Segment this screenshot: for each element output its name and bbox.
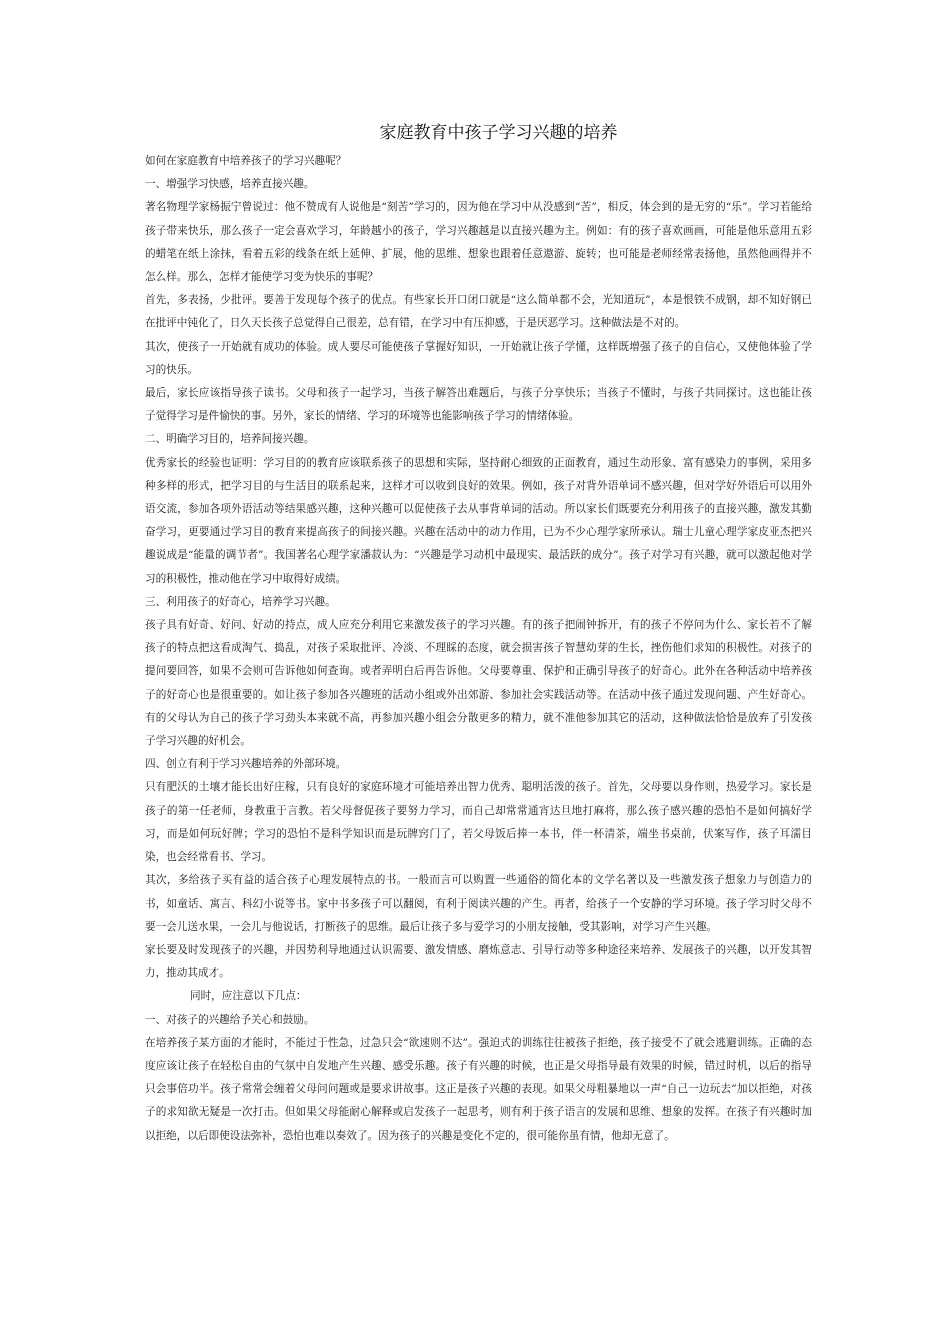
body-paragraph: 著名物理学家杨振宁曾说过：他不赞成有人说他是“刻苦”学习的，因为他在学习中从没感到“苦”，相反，体会到的是无穷的“乐”。学习若能给孩子带来快乐，那么孩子一定会喜欢学习，年龄越小的孩子，学习兴趣越是以直接兴趣为主。例如：有的孩子喜欢画画，可能是他乐意用五彩的蜡笔在纸上涂抹，看着五彩的线条在纸上延伸、扩展，他的思维、想象也跟着任意遨游、旋转；也可能是老师经常表扬他，虽然他画得并不怎么样。那么，怎样才能使学习变为快乐的事呢？ — [145, 201, 812, 284]
body-paragraph: 家长要及时发现孩子的兴趣，并因势利导地通过认识需要、激发情感、磨炼意志、引导行动等多种途径来培养、发展孩子的兴趣，以开发其智力，推动其成才。 — [145, 943, 812, 980]
body-paragraph: 在培养孩子某方面的才能时，不能过于性急，过急只会“欲速则不达”。强迫式的训练往往被孩子拒绝，孩子接受不了就会逃避训练。正确的态度应该让孩子在轻松自由的气氛中自发地产生兴趣、感受乐趣。孩子有兴趣的时候，也正是父母指导最有效果的时候，错过时机，以后的指导只会事倍功半。孩子常常会缠着父母问问题或是要求讲故事。这正是孩子兴趣的表现。如果父母粗暴地以一声“自己一边玩去”加以拒绝，对孩子的求知欲无疑是一次打击。但如果父母能耐心解释或启发孩子一起思考，则有利于孩子语言的发展和思维、想象的发挥。在孩子有兴趣时加以拒绝，以后即使设法弥补，恐怕也难以奏效了。因为孩子的兴趣是变化不定的，很可能你虽有情，他却无意了。 — [145, 1036, 812, 1142]
body-paragraph: 首先，多表扬，少批评。要善于发现每个孩子的优点。有些家长开口闭口就是“这么简单都不会，光知道玩”，本是恨铁不成钢，却不知好钢已在批评中钝化了，日久天长孩子总觉得自己很差，总有错，在学习中有压抑感，于是厌恶学习。这种做法是不对的。 — [145, 294, 812, 330]
note-heading-1: 一、对孩子的兴趣给予关心和鼓励。 — [145, 1013, 315, 1026]
document-title: 家庭教育中孩子学习兴趣的培养 — [379, 123, 618, 143]
body-paragraph: 最后，家长应该指导孩子读书。父母和孩子一起学习，当孩子解答出难题后，与孩子分享快乐；当孩子不懂时，与孩子共同探讨。这也能让孩子觉得学习是件愉快的事。另外，家长的情绪、学习的环境等也能影响孩子学习的情绪体验。 — [145, 387, 812, 423]
document-body — [145, 120, 812, 1148]
section-heading-2: 二、明确学习目的，培养间接兴趣。 — [145, 433, 315, 446]
body-paragraph: 优秀家长的经验也证明：学习目的的教育应该联系孩子的思想和实际，坚持耐心细致的正面教育，通过生动形象、富有感染力的事例，采用多种多样的形式，把学习目的与生活目的联系起来，这样才可以收到良好的效果。例如，孩子对背外语单词不感兴趣，但对学好外语后可以用外语交流，参加各项外语活动等结果感兴趣，这种兴趣可以促使孩子去从事背单词的活动。所以家长们既要充分利用孩子的直接兴趣，激发其勤奋学习，更要通过学习目的教育来提高孩子的间接兴趣。兴趣在活动中的动力作用，已为不少心理学家所承认。瑞士儿童心理学家皮亚杰把兴趣说成是“能量的调节者”。我国著名心理学家潘菽认为：“兴趣是学习动机中最现实、最活跃的成分”。孩子对学习有兴趣，就可以激起他对学习的积极性，推动他在学习中取得好成绩。 — [145, 456, 812, 585]
notes-intro: 同时，应注意以下几点： — [190, 990, 307, 1003]
body-paragraph: 孩子具有好奇、好问、好动的持点，成人应充分利用它来激发孩子的学习兴趣。有的孩子把闹钟拆开，有的孩子不停问为什么、家长若不了解孩子的特点把这看成淘气、捣乱，对孩子采取批评、冷淡、不理睬的态度，就会损害孩子智慧幼芽的生长，挫伤他们求知的积极性。对孩子的提问要回答，如果不会则可告诉他如何查询。或者弄明白后再告诉他。父母要尊重、保护和正确引导孩子的好奇心。此外在各种活动中培养孩子的好奇心也是很重要的。如让孩子参加各兴趣班的活动小组或外出郊游、参加社会实践活动等。在活动中孩子通过发现问题、产生好奇心。有的父母认为自己的孩子学习劲头本来就不高，再参加兴趣小组会分散更多的精力，就不准他参加其它的活动，这种做法恰恰是放弃了引发孩子学习兴趣的好机会。 — [145, 619, 812, 748]
body-paragraph: 其次，使孩子一开始就有成功的体验。成人要尽可能使孩子掌握好知识，一开始就让孩子学懂，这样既增强了孩子的自信心，又使他体验了学习的快乐。 — [145, 340, 812, 376]
section-heading-3: 三、利用孩子的好奇心，培养学习兴趣。 — [145, 595, 336, 608]
body-paragraph: 只有肥沃的土壤才能长出好庄稼，只有良好的家庭环境才可能培养出智力优秀、聪明活泼的孩子。首先，父母要以身作则，热爱学习。家长是孩子的第一任老师，身教重于言教。若父母督促孩子要努力学习，而自己却常常通宵达旦地打麻将，那么孩子感兴趣的恐怕不是如何搞好学习，而是如何玩好牌；学习的恐怕不是科学知识而是玩牌窍门了，若父母饭后捧一本书，伴一杯清茶，端坐书桌前，伏案写作，孩子耳濡目染，也会经常看书、学习。 — [145, 781, 812, 864]
section-heading-4: 四、创立有利于学习兴趣培养的外部环境。 — [145, 758, 347, 771]
section-heading-1: 一、增强学习快感，培养直接兴趣。 — [145, 178, 315, 191]
body-paragraph: 其次，多给孩子买有益的适合孩子心理发展特点的书。一般而言可以购置一些通俗的简化本的文学名著以及一些激发孩子想象力与创造力的书，如童话、寓言、科幻小说等书。家中书多孩子可以翻阅，有利于阅读兴趣的产生。再者，给孩子一个安静的学习环境。孩子学习时父母不要一会儿送水果，一会儿与他说话，打断孩子的思维。最后让孩子多与爱学习的小朋友接触，受其影响，对学习产生兴趣。 — [145, 874, 812, 933]
intro-question: 如何在家庭教育中培养孩子的学习兴趣呢？ — [145, 155, 347, 167]
